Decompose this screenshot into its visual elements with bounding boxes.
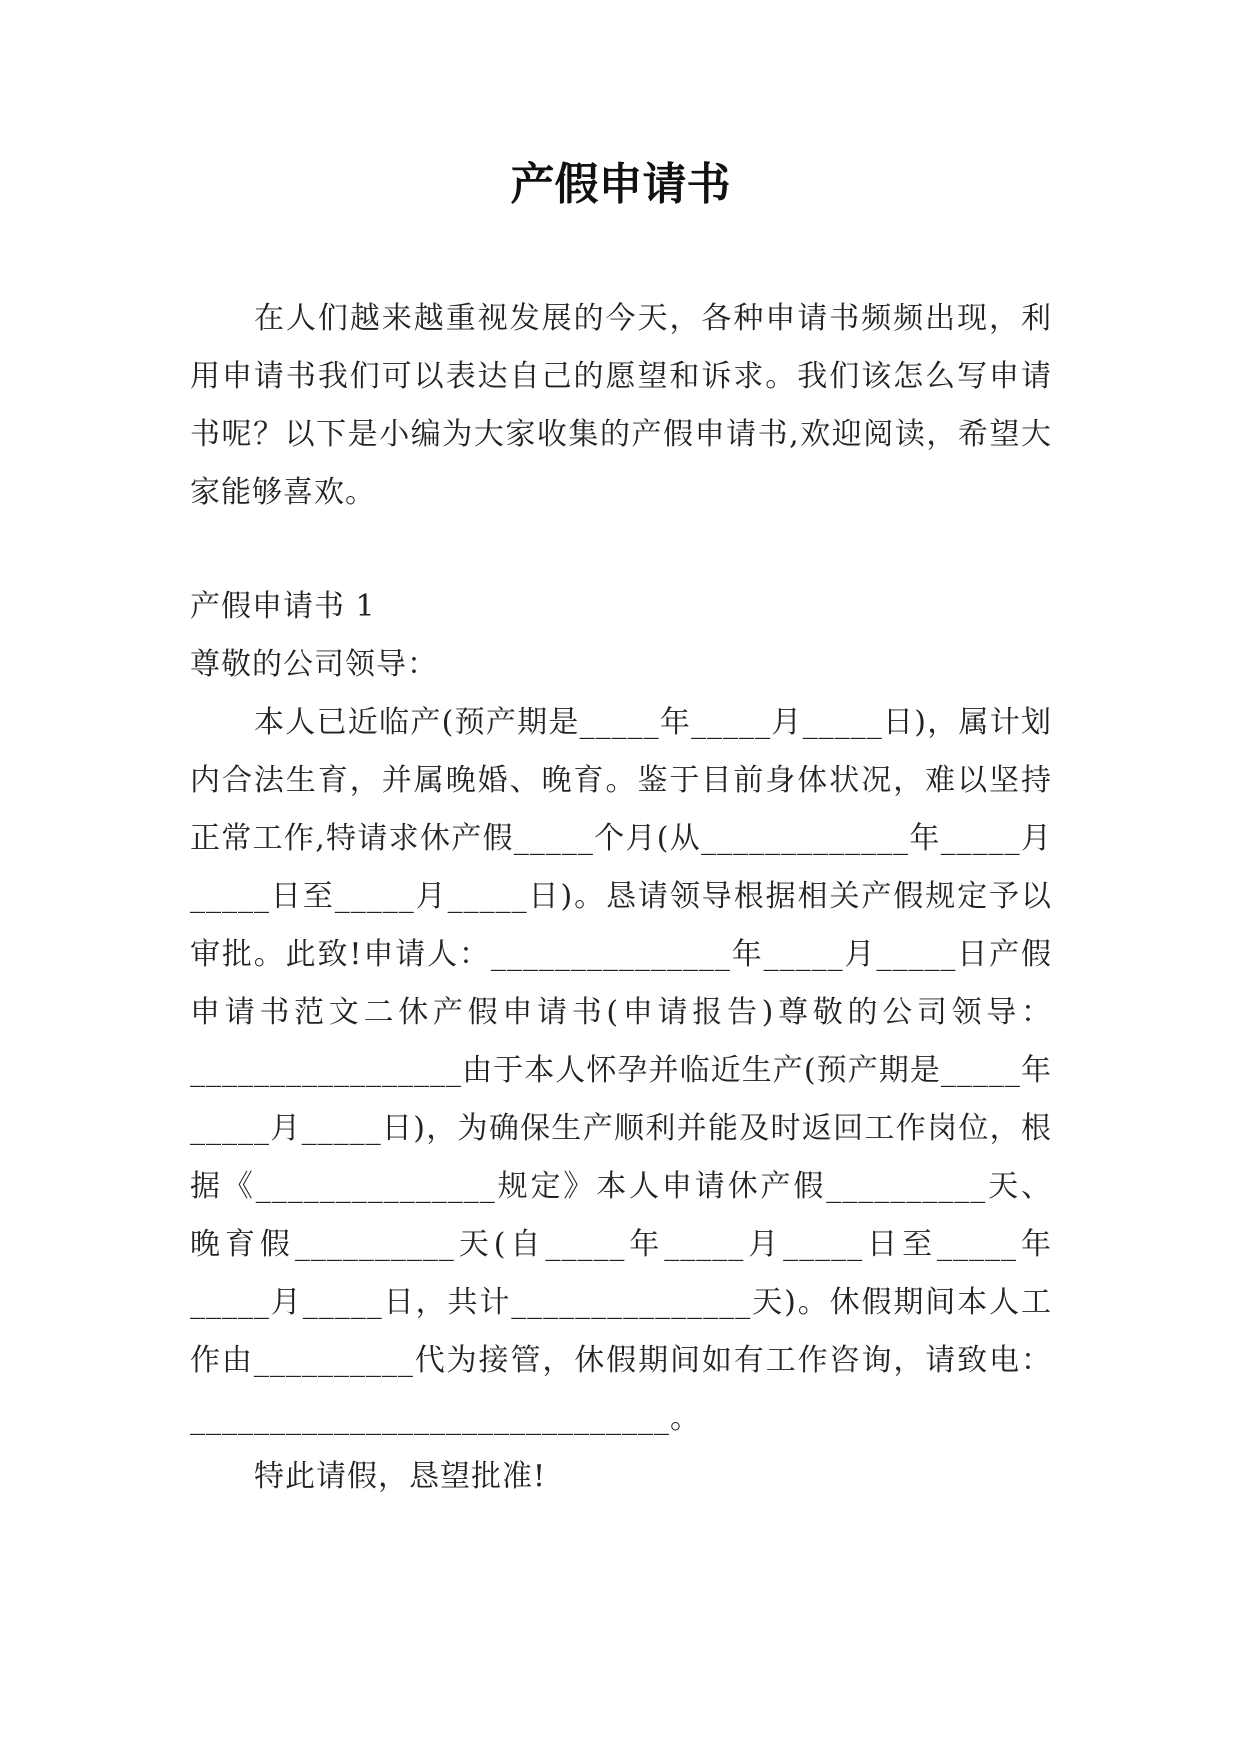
intro-paragraph: 在人们越来越重视发展的今天，各种申请书频频出现，利用申请书我们可以表达自己的愿望和诉求。我们该怎么写申请书呢？以下是小编为大家收集的产假申请书,欢迎阅读，希望大家能够喜欢。	[190, 301, 1052, 510]
section-heading: 产假申请书 1	[190, 589, 376, 624]
letter-body: 本人已近临产(预产期是_____年_____月_____日)，属计划内合法生育，并属晚婚、晚育。鉴于目前身体状况，难以坚持正常工作,特请求休产假_____个月(从_____________年_____月_____日至_____月_____日)。恳请领导根据相关产假规定予以审批。此致!申请人：_______________年_____月_____日产假申请书范文二休产假申请书(申请报告)尊敬的公司领导：_________________由于本人怀孕并临近生产(预产期是_____年_____月_____日)，为确保生产顺利并能及时返回工作岗位，根据《_______________规定》本人申请休产假__________天、晚育假__________天(自_____年_____月_____日至_____年_____月_____日，共计_______________天)。休假期间本人工作由__________代为接管，休假期间如有工作咨询，请致电：______________________________。	[190, 705, 1052, 1436]
closing-line: 特此请假，恳望批准!	[254, 1459, 547, 1494]
document-title: 产假申请书	[510, 159, 731, 210]
salutation: 尊敬的公司领导：	[190, 647, 438, 682]
letter-section	[190, 578, 1052, 1506]
intro-section	[190, 290, 1052, 522]
